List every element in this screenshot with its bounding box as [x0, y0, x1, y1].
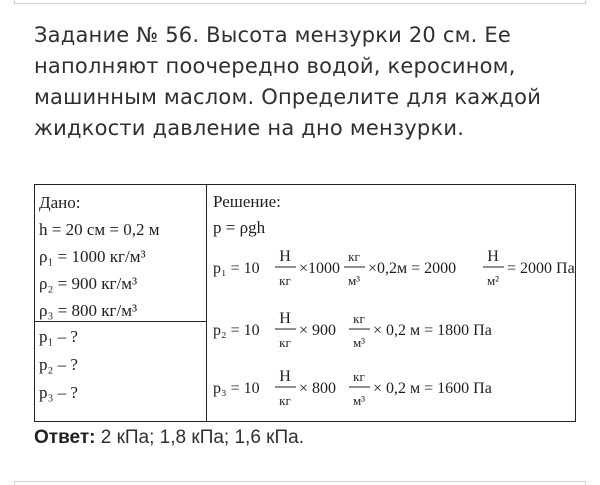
given-item: ρ₃ = 800 кг/м³ [39, 301, 138, 320]
frac-num: кг [353, 311, 365, 326]
frac-den: кг [279, 273, 291, 288]
frac-num: кг [353, 369, 365, 384]
unknown-item: p₁ – ? [39, 327, 78, 346]
answer-line [34, 425, 304, 451]
task-statement [34, 20, 574, 144]
row-result: = 2000 Па [507, 260, 575, 277]
card-bottom-border [14, 481, 586, 485]
frac-den: м² [486, 273, 500, 288]
frac-den: м³ [352, 335, 366, 350]
solution-table [34, 184, 576, 422]
solution-row-2 [213, 303, 575, 355]
row-lhs: p₃ = 10 [213, 380, 260, 397]
frac-den: м³ [352, 393, 366, 408]
solution-row-3 [213, 361, 575, 413]
unknown-item: p₃ – ? [39, 383, 78, 402]
frac-num: Н [279, 368, 291, 385]
unknown-item: p₂ – ? [39, 355, 78, 374]
row-tail: × 0,2 м = 1800 Па [373, 322, 492, 339]
frac-den: кг [279, 393, 291, 408]
answer-text: 2 кПа; 1,8 кПа; 1,6 кПа. [95, 427, 304, 448]
task-line: машинным маслом. Определите для каждой [34, 85, 542, 109]
answer-label: Ответ: [34, 427, 96, 448]
row-tail: ×0,2м = 2000 [368, 260, 457, 277]
task-line: Задание № 56. Высота мензурки 20 см. Ее [34, 23, 511, 47]
task-line: наполняют поочередно водой, керосином, [34, 54, 516, 78]
given-item: ρ₂ = 900 кг/м³ [39, 274, 138, 293]
given-block [39, 189, 205, 324]
row-mid: × 900 [299, 322, 337, 339]
unknowns-block [39, 323, 205, 407]
row-lhs: p₁ = 10 [213, 260, 260, 277]
frac-den: м³ [347, 273, 361, 288]
card-top-border [14, 0, 586, 4]
task-line: жидкости давление на дно мензурки. [34, 116, 465, 140]
table-divider-vertical [206, 185, 207, 421]
frac-num: Н [279, 310, 291, 327]
solution-row-1 [213, 241, 575, 293]
given-heading: Дано: [39, 193, 81, 212]
solution-formula: p = ρgh [213, 218, 266, 237]
solution-block [213, 189, 573, 241]
given-item: h = 20 см = 0,2 м [39, 220, 160, 239]
row-lhs: p₂ = 10 [213, 322, 260, 339]
frac-den: кг [279, 335, 291, 350]
row-tail: × 0,2 м = 1600 Па [373, 380, 492, 397]
frac-num: Н [487, 248, 499, 265]
row-mid: × 800 [299, 380, 337, 397]
frac-num: кг [348, 249, 360, 264]
given-item: ρ₁ = 1000 кг/м³ [39, 247, 146, 266]
frac-num: Н [279, 248, 291, 265]
row-mid: ×1000 [299, 260, 341, 277]
solution-heading: Решение: [213, 192, 281, 211]
